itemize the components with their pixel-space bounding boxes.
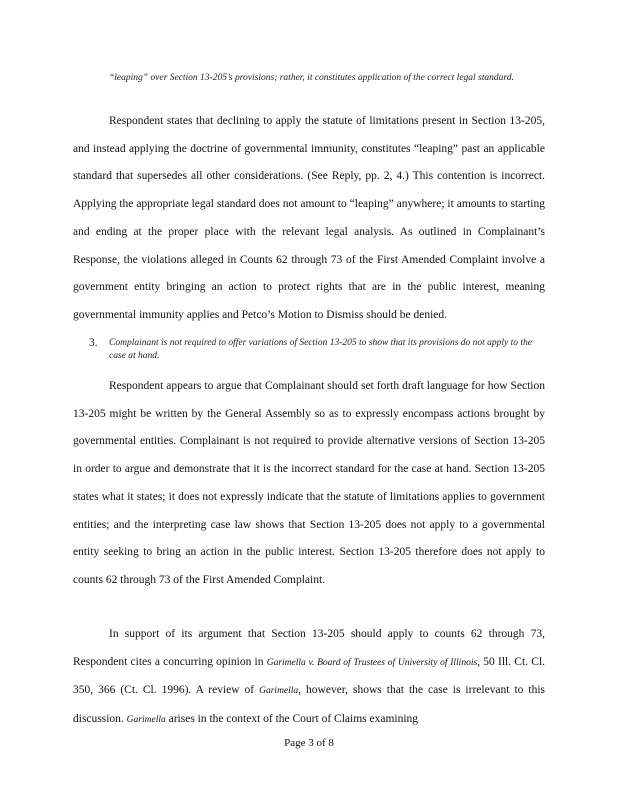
case-citation-short: Garimella: [259, 686, 299, 697]
case-citation: Garimella v. Board of Trustees of University of Illinois: [266, 657, 478, 668]
paragraph-3-text-3: , however, shows that the case is irrelevant to this discussion.: [73, 684, 545, 726]
paragraph-3-text: In support of its argument that Section 13-205 should apply to counts 62 through 73, Respondent cites a concurring opinion in: [73, 628, 545, 668]
paragraph-3: [73, 621, 545, 735]
paragraph-2-text: Respondent appears to argue that Complainant should set forth draft language for how Section 13-205 might be written by the General Assembly so as to expressly encompass actions brought by governmental entities. Complainant is not required to provide alternative versions of Section 13-205 in order to argue and demonstrate that it is the incorrect standard for the case at hand. Section 13-205 states what it states; it does not expressly indicate that the statute of limitations applies to government entities; and the interpreting case law shows that Section 13-205 does not apply to a governmental entity seeking to bring an action in the public interest. Section 13-205 therefore does not apply to counts 62 through 73 of the First Amended Complaint.: [73, 380, 545, 586]
paragraph-2: [73, 373, 545, 595]
heading-number: 3.: [89, 337, 98, 349]
page-footer: Page 3 of 8: [284, 737, 334, 749]
heading-text: Complainant is not required to offer variations of Section 13-205 to show that its provisions do not apply to the case at hand.: [109, 338, 533, 361]
paragraph-1-text: Respondent states that declining to apply the statute of limitations present in Section 13-205, and instead applying the doctrine of governmental immunity, constitutes “leaping” past an applicable standard that supersedes all other considerations. (See Reply, pp. 2, 4.) This contention is incorrect. Applying the appropriate legal standard does not amount to “leaping” anywhere; it amounts to starting and ending at the proper place with the relevant legal analysis. As outlined in Complainant’s Response, the violations alleged in Counts 62 through 73 of the First Amended Complaint involve a government entity bringing an action to protect rights that are in the public interest, meaning governmental immunity applies and Petco’s Motion to Dismiss should be denied.: [73, 115, 545, 321]
paragraph-3-text-2: , 50 Ill. Ct. Cl. 350, 366 (Ct. Cl. 1996). A review of: [73, 655, 546, 697]
heading-continuation: “leaping” over Section 13-205’s provisions; rather, it constitutes application of the correct legal standard.: [109, 73, 514, 83]
paragraph-1: [73, 108, 545, 330]
case-citation-short-2: Garimella: [126, 715, 166, 726]
paragraph-3-text-4: arises in the context of the Court of Claims examining: [168, 713, 419, 726]
